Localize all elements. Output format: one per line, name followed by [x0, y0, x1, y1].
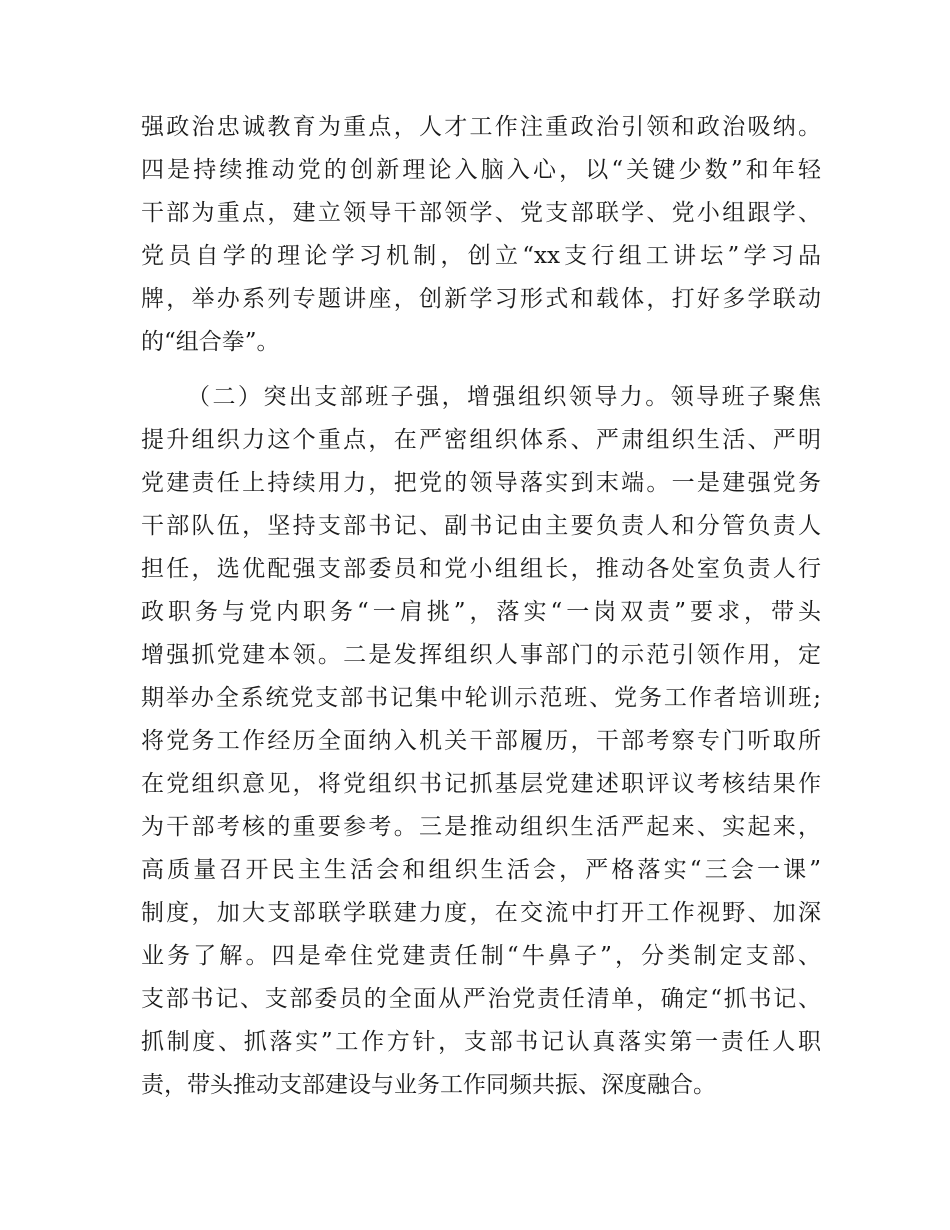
text-line: 四是持续推动党的创新理论入脑入心，以“关键少数”和年轻 — [141, 157, 821, 183]
text-line: 干部队伍，坚持支部书记、副书记由主要负责人和分管负责人 — [141, 513, 821, 539]
text-line: 高质量召开民主生活会和组织生活会，严格落实“三会一课” — [141, 857, 821, 883]
text-line: 干部为重点，建立领导干部领学、党支部联学、党小组跟学、 — [141, 200, 821, 226]
text-line: 党建责任上持续用力，把党的领导落实到末端。一是建强党务 — [141, 470, 821, 496]
paragraph-1 — [141, 106, 821, 364]
text-line: 党员自学的理论学习机制，创立“xx支行组工讲坛”学习品 — [141, 243, 821, 269]
text-line: 将党务工作经历全面纳入机关干部履历，干部考察专门听取所 — [141, 728, 821, 754]
text-line: 担任，选优配强支部委员和党小组组长，推动各处室负责人行 — [141, 556, 821, 582]
text-line: 制度，加大支部联学联建力度，在交流中打开工作视野、加深 — [141, 900, 821, 926]
body-text — [141, 106, 821, 1107]
text-line: 在党组织意见，将党组织书记抓基层党建述职评议考核结果作 — [141, 771, 821, 797]
text-line: 抓制度、抓落实”工作方针，支部书记认真落实第一责任人职 — [141, 1029, 821, 1055]
paragraph-spacer — [141, 364, 821, 376]
text-line: 支部书记、支部委员的全面从严治党责任清单，确定“抓书记、 — [141, 986, 821, 1012]
text-line: 政职务与党内职务“一肩挑”，落实“一岗双责”要求，带头 — [141, 599, 821, 625]
text-line: 强政治忠诚教育为重点，人才工作注重政治引领和政治吸纳。 — [141, 114, 821, 140]
text-line: 业务了解。四是牵住党建责任制“牛鼻子”，分类制定支部、 — [141, 943, 821, 969]
text-line: 提升组织力这个重点，在严密组织体系、严肃组织生活、严明 — [141, 427, 821, 453]
text-line: （二）突出支部班子强，增强组织领导力。领导班子聚焦 — [187, 384, 821, 410]
text-line: 期举办全系统党支部书记集中轮训示范班、党务工作者培训班; — [141, 685, 821, 711]
text-line: 牌，举办系列专题讲座，创新学习形式和载体，打好多学联动 — [141, 286, 821, 312]
text-line: 增强抓党建本领。二是发挥组织人事部门的示范引领作用，定 — [141, 642, 821, 668]
text-line: 的“组合拳”。 — [141, 329, 280, 355]
text-line: 为干部考核的重要参考。三是推动组织生活严起来、实起来， — [141, 814, 821, 840]
text-line: 责，带头推动支部建设与业务工作同频共振、深度融合。 — [141, 1072, 716, 1098]
paragraph-2 — [141, 376, 821, 1107]
